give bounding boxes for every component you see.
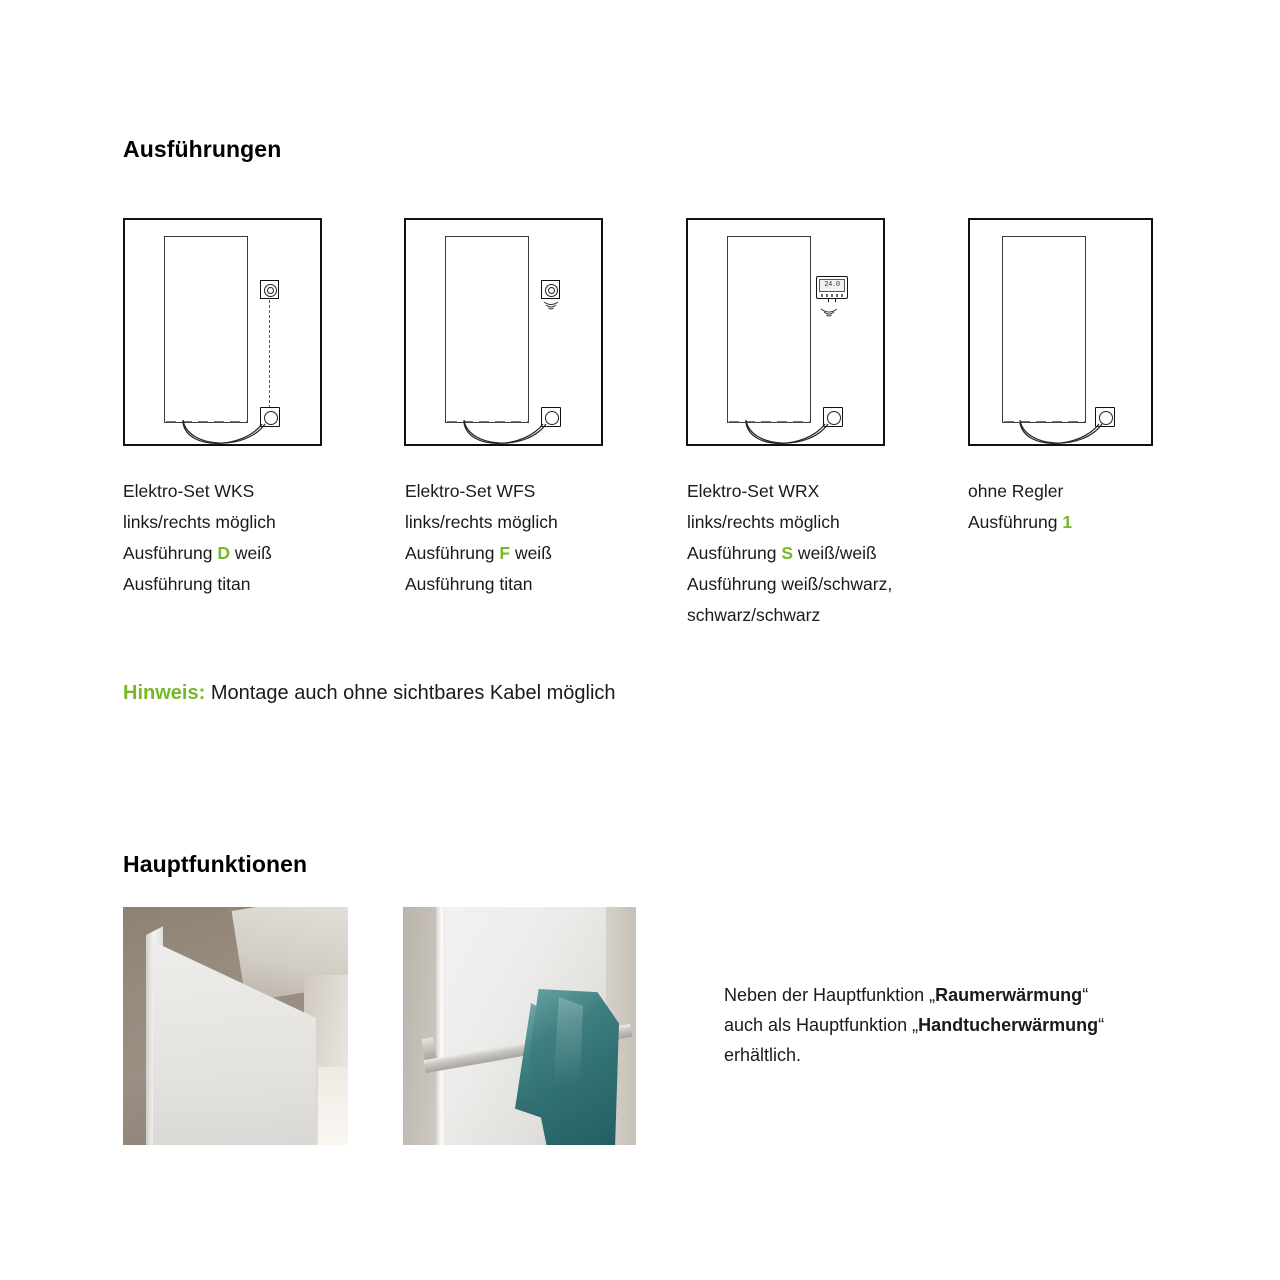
cable-curve-icon xyxy=(464,418,554,452)
cable-curve-icon xyxy=(1020,418,1110,452)
radiator-panel-icon xyxy=(1002,236,1086,423)
description-line-3: erhältlich. xyxy=(724,1045,802,1065)
caption-line: links/rechts möglich xyxy=(687,512,840,532)
description-line-1: Neben der Hauptfunktion „Raumerwärmung“ xyxy=(724,985,1089,1005)
variant-diagram-row xyxy=(123,218,1153,448)
photo-radiator-panel xyxy=(123,907,348,1145)
section-title-hauptfunktionen: Hauptfunktionen xyxy=(123,851,308,877)
cable-curve-icon xyxy=(746,418,836,452)
hinweis-note xyxy=(123,682,616,705)
caption-line: Elektro-Set WRX xyxy=(687,481,820,501)
variant-code: 1 xyxy=(1062,512,1073,532)
caption-ohne-regler xyxy=(968,476,1238,538)
rotary-thermostat-icon xyxy=(260,280,279,299)
caption-line: Ausführung weiß/schwarz, xyxy=(687,574,893,594)
diagram-wks xyxy=(123,218,322,446)
caption-line: Ausführung titan xyxy=(405,574,533,594)
caption-line: ohne Regler xyxy=(968,481,1064,501)
photo-towel-rail xyxy=(403,907,636,1145)
radiator-panel-icon xyxy=(445,236,529,423)
caption-line-code: Ausführung 1 xyxy=(968,512,1073,532)
hauptfunktionen-description xyxy=(724,980,1194,1070)
variant-code: D xyxy=(217,543,231,563)
description-line-2: auch als Hauptfunktion „Handtucherwärmung“ xyxy=(724,1015,1105,1035)
caption-line-code: Ausführung F weiß xyxy=(405,543,552,563)
bold-handtucherwaermung: Handtucherwärmung xyxy=(918,1015,1099,1035)
caption-line-code: Ausführung D weiß xyxy=(123,543,272,563)
variant-code: S xyxy=(781,543,794,563)
radiator-panel-icon xyxy=(164,236,248,423)
page-title-ausfuehrungen: Ausführungen xyxy=(123,136,282,162)
diagram-wfs xyxy=(404,218,603,446)
caption-line: schwarz/schwarz xyxy=(687,605,821,625)
hinweis-text: Montage auch ohne sichtbares Kabel möglich xyxy=(210,682,616,704)
diagram-wrx xyxy=(686,218,885,446)
variant-code: F xyxy=(499,543,511,563)
caption-wks xyxy=(123,476,393,600)
caption-line-code: Ausführung S weiß/weiß xyxy=(687,543,877,563)
radio-waves-icon xyxy=(540,299,562,311)
lcd-temperature-readout: 24.0 xyxy=(819,279,845,292)
lcd-thermostat-icon xyxy=(816,276,850,303)
cable-curve-icon xyxy=(183,418,273,452)
caption-line: Elektro-Set WKS xyxy=(123,481,255,501)
diagram-ohne-regler xyxy=(968,218,1153,446)
caption-wrx xyxy=(687,476,957,631)
hinweis-label: Hinweis: xyxy=(123,682,206,704)
caption-wfs xyxy=(405,476,675,600)
rotary-thermostat-icon xyxy=(541,280,560,299)
radiator-panel-icon xyxy=(727,236,811,423)
caption-line: links/rechts möglich xyxy=(123,512,276,532)
caption-line: links/rechts möglich xyxy=(405,512,558,532)
dashed-cable-line-icon xyxy=(269,300,270,408)
caption-line: Elektro-Set WFS xyxy=(405,481,536,501)
radio-waves-icon xyxy=(818,306,840,318)
bold-raumerwaermung: Raumerwärmung xyxy=(935,985,1083,1005)
caption-line: Ausführung titan xyxy=(123,574,251,594)
